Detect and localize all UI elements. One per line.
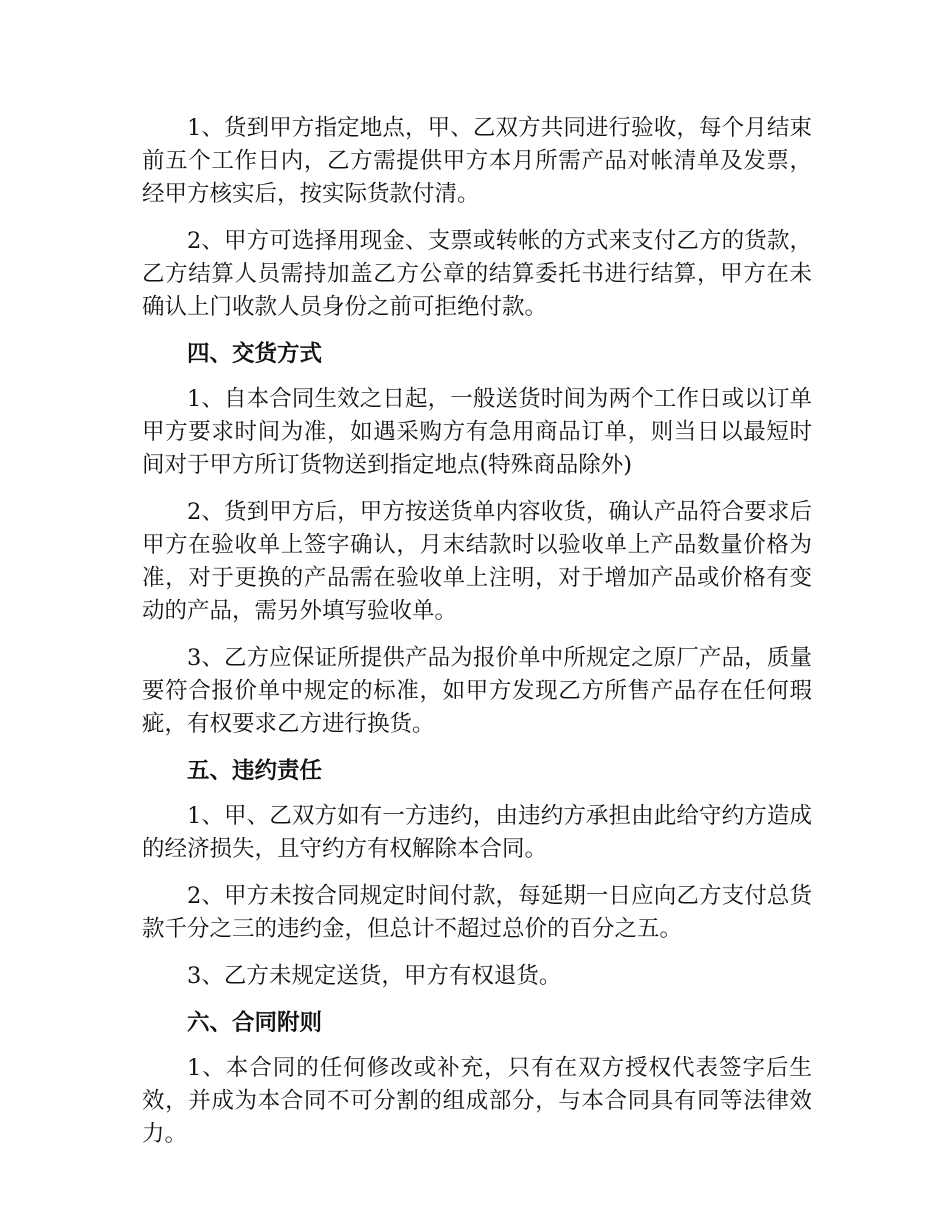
liability-clause-2: 2、甲方未按合同规定时间付款，每延期一日应向乙方支付总货款千分之三的违约金，但总计不超过总价的百分之五。 bbox=[142, 883, 812, 942]
payment-clause-1: 1、货到甲方指定地点，甲、乙双方共同进行验收，每个月结束前五个工作日内，乙方需提供甲方本月所需产品对帐清单及发票，经甲方核实后，按实际货款付清。 bbox=[142, 115, 812, 207]
document-page bbox=[142, 112, 812, 1165]
delivery-clause-2: 2、货到甲方后，甲方按送货单内容收货，确认产品符合要求后甲方在验收单上签字确认，月末结款时以验收单上产品数量价格为准，对于更换的产品需在验收单上注明，对于增加产品或价格有变动的产品，需另外填写验收单。 bbox=[142, 499, 812, 624]
delivery-clause-3: 3、乙方应保证所提供产品为报价单中所规定之原厂产品，质量要符合报价单中规定的标准，如甲方发现乙方所售产品存在任何瑕疵，有权要求乙方进行换货。 bbox=[142, 645, 812, 737]
section-heading-delivery: 四、交货方式 bbox=[187, 341, 323, 367]
section-heading-supplementary: 六、合同附则 bbox=[187, 1010, 323, 1036]
liability-clause-3: 3、乙方未规定送货，甲方有权退货。 bbox=[187, 963, 562, 989]
liability-clause-1: 1、甲、乙双方如有一方违约，由违约方承担由此给守约方造成的经济损失，且守约方有权解除本合同。 bbox=[142, 803, 812, 862]
supplementary-clause-1: 1、本合同的任何修改或补充，只有在双方授权代表签字后生效，并成为本合同不可分割的组成部分，与本合同具有同等法律效力。 bbox=[142, 1055, 812, 1147]
section-heading-liability: 五、违约责任 bbox=[187, 758, 323, 784]
delivery-clause-1: 1、自本合同生效之日起，一般送货时间为两个工作日或以订单甲方要求时间为准，如遇采购方有急用商品订单，则当日以最短时间对于甲方所订货物送到指定地点(特殊商品除外) bbox=[142, 386, 812, 478]
payment-clause-2: 2、甲方可选择用现金、支票或转帐的方式来支付乙方的货款，乙方结算人员需持加盖乙方公章的结算委托书进行结算，甲方在未确认上门收款人员身份之前可拒绝付款。 bbox=[142, 228, 812, 320]
